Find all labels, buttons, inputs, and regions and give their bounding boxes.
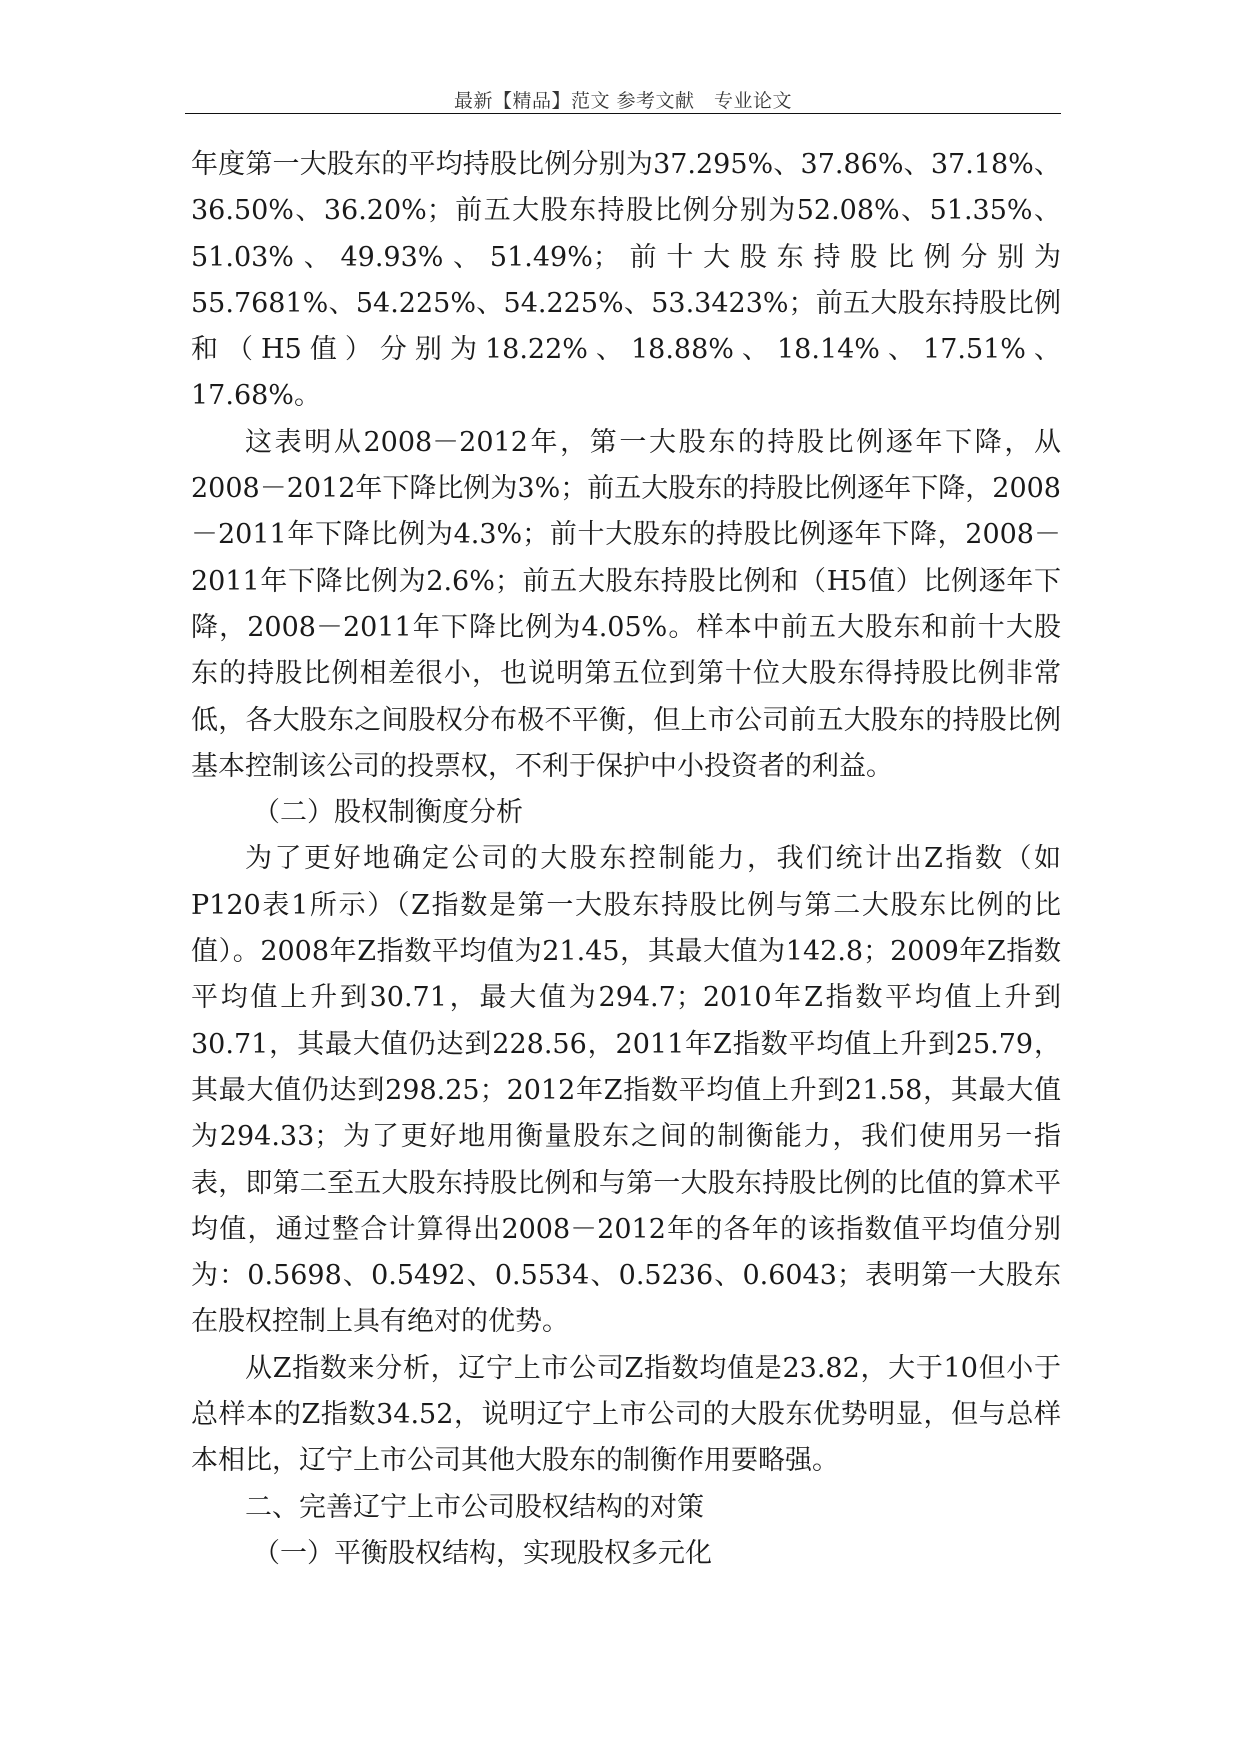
document-body: [191, 142, 1061, 1577]
subsection-heading-balance-structure: （一）平衡股权结构，实现股权多元化: [253, 1537, 712, 1569]
header-divider: [185, 113, 1061, 114]
section-heading-balance-analysis: （二）股权制衡度分析: [253, 797, 523, 829]
section-heading-countermeasures: 二、完善辽宁上市公司股权结构的对策: [245, 1491, 704, 1523]
paragraph-decline-analysis: 这表明从2008－2012年，第一大股东的持股比例逐年下降，从2008－2012年下降比例为3%；前五大股东的持股比例逐年下降，2008－2011年下降比例为4.3%；前十大股东的持股比例逐年下降，2008－2011年下降比例为2.6%；前五大股东持股比例和（H5值）比例逐年下降，2008－2011年下降比例为4.05%。样本中前五大股东和前十大股东的持股比例相差很小，也说明第五位到第十位大股东得持股比例非常低，各大股东之间股权分布极不平衡，但上市公司前五大股东的持股比例基本控制该公司的投票权，不利于保护中小投资者的利益。: [191, 426, 1061, 782]
paragraph-z-index: 为了更好地确定公司的大股东控制能力，我们统计出Z指数（如P120表1所示）（Z指数是第一大股东持股比例与第二大股东比例的比值）。2008年Z指数平均值为21.45，其最大值为142.8；2009年Z指数平均值上升到30.71，最大值为294.7；2010年Z指数平均值上升到30.71，其最大值仍达到228.56，2011年Z指数平均值上升到25.79，其最大值仍达到298.25；2012年Z指数平均值上升到21.58，其最大值为294.33；为了更好地用衡量股东之间的制衡能力，我们使用另一指表，即第二至五大股东持股比例和与第一大股东持股比例的比值的算术平均值，通过整合计算得出2008－2012年的各年的该指数值平均值分别为：0.5698、0.5492、0.5534、0.5236、0.6043；表明第一大股东在股权控制上具有绝对的优势。: [191, 843, 1061, 1338]
paragraph-shareholding-ratios: 年度第一大股东的平均持股比例分别为37.295%、37.86%、37.18%、36.50%、36.20%；前五大股东持股比例分别为52.08%、51.35%、51.03%、49.93%、51.49%；前十大股东持股比例分别为55.7681%、54.225%、54.225%、53.3423%；前五大股东持股比例和（H5值）分别为18.22%、18.88%、18.14%、17.51%、17.68%。: [191, 149, 1061, 412]
paragraph-z-index-conclusion: 从Z指数来分析，辽宁上市公司Z指数均值是23.82，大于10但小于总样本的Z指数34.52，说明辽宁上市公司的大股东优势明显，但与总样本相比，辽宁上市公司其他大股东的制衡作用要略强。: [191, 1352, 1061, 1477]
page-header: 最新【精品】范文 参考文献 专业论文: [453, 90, 793, 112]
